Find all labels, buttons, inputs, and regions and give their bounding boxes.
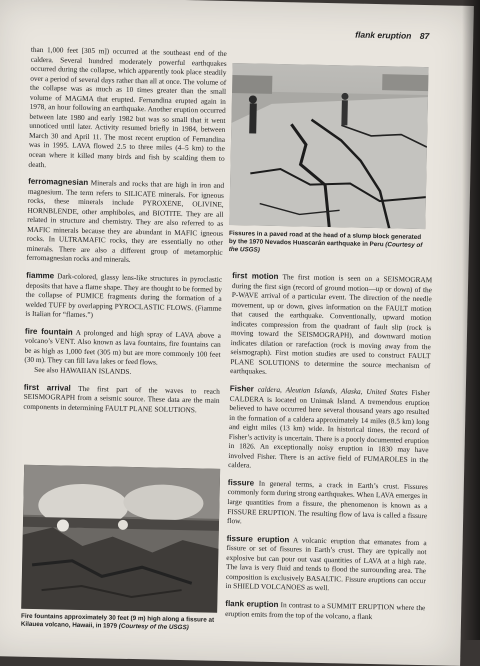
lava-photo-image <box>21 465 220 613</box>
term-first-motion: first motion <box>232 271 279 282</box>
def-fissure: In general terms, a crack in Earth’s crust. Fissures commonly form during strong earthquakes. When LAVA emerges in large quantities from a fissure, the phenomenon is known as a FISSURE ERUPTION. The resulting flow of lava is called a fissure flow. <box>226 478 428 526</box>
term-fisher: Fisher <box>229 384 254 394</box>
def-fire-fountain: A prolonged and high spray of LAVA above a volcano’s VENT. Also known as lava fountains, fire fountains can be as high as 1,000 feet (305 m) but are more commonly 100 feet (30 m). They can fill lava lakes or feed flows. <box>24 327 222 367</box>
road-photo-caption <box>229 230 429 258</box>
term-fire-fountain: fire fountain <box>24 326 73 337</box>
left-column <box>23 45 227 423</box>
term-fiamme: fiamme <box>26 270 55 281</box>
def-fissure-eruption: A volcanic eruption that emanates from a fissure or set of fissures in Earth’s crust. They are typically not explosive but can pour out vast quantities of LAVA at a high rate. The lava is very fluid and tends to flood the surrounding area. The composition is exclusively BASALTIC. Fissure eruptions can occur in SHIELD VOLCANOES as well. <box>225 535 427 593</box>
def-ferromagnesian: Minerals and rocks that are high in iron and magnesium. The term refers to SILICATE minerals. For igneous rocks, these minerals include PYROXENE, OLIVINE, HORNBLENDE, other amphiboles, and BIOTITE. They are all related in structure and chemistry. They are also referred to as MAFIC minerals because they are abundant in MAFIC igneous rocks. In ULTRAMAFIC rocks, they are essentially no other minerals. There are also a different group of metamorphic ferromagnesian rocks and minerals. <box>26 178 225 265</box>
fernandina-continuation: than 1,000 feet [305 m]) occurred at the southeast end of the caldera. Several hundred moderately powerful earthquakes occurred during the collapse, which apparently took place steadily over a period of several days rather than all at once. The volume of the collapse was as much as 10 times greater than the small volume of MAGMA that erupted. Fernandina erupted again in 1978, an hour following an earthquake. Another eruption occurred between late 1980 and early 1982 but was so small that it went unnoticed until later. Activity resumed briefly in 1984, between March 30 and April 11. The most recent eruption of Fernandina was in 1995. LAVA flowed 2.5 to three miles (4–5 km) to the ocean where it killed many birds and fish by scalding them to death. <box>28 44 227 169</box>
road-caption-text: Fissures in a paved road at the head of a slump block generated by the 1970 Nevados Huascarán earthquake in Peru <box>228 229 422 249</box>
photo-road-fissures <box>229 63 428 229</box>
road-caption-credit: (Courtesy of the USGS) <box>228 241 423 254</box>
see-also-fire-fountain: See also HAWAIIAN ISLANDS. <box>34 364 132 376</box>
photo-fire-fountains <box>21 465 220 613</box>
page-edge-shadow <box>462 0 480 640</box>
running-header <box>355 30 429 42</box>
def-fiamme: Dark-colored, glassy lens-like structures in pyroclastic deposits that have a flame shape. They are thought to be formed by the collapse of PUMICE fragments during the formation of a welded TUFF by overlapping PYROCLASTIC FLOWS. (Fiamme is Italian for “flames.”) <box>25 271 223 320</box>
fisher-location: caldera, Aleutian Islands, Alaska, United States <box>257 384 408 397</box>
term-flank-eruption: flank eruption <box>225 598 279 610</box>
lava-photo-caption <box>21 613 221 633</box>
right-column <box>225 271 432 630</box>
header-title: flank eruption <box>355 29 412 41</box>
lava-caption-credit: (Courtesy of the USGS) <box>118 622 189 632</box>
def-first-arrival: The first part of the waves to reach SEISMOGRAPH from a seismic source. These data are the main components in determining FAULT PLANE SOLUTIONS. <box>23 383 220 414</box>
road-photo-image <box>229 63 428 229</box>
def-first-motion: The first motion is seen on a SEISMOGRAM during the first sign (record of ground motion—up or down) of the P-WAVE arrival of a particular event. The direction of the needle movement, up or down, gives information on the FAULT motion that caused the earthquake. Conventionally, upward motion indicates compression from the quadrant of fault slip (rock is moving toward the SEISMOGRAPH), and downward motion indicates dilation or rarefaction (rock is moving away from the seismograph). First motion studies are used to construct FAULT PLANE SOLUTIONS to determine the source mechanism of earthquakes. <box>230 272 433 377</box>
term-first-arrival: first arrival <box>23 382 71 393</box>
term-fissure: fissure <box>227 477 255 488</box>
def-flank-eruption: In contrast to a SUMMIT ERUPTION where the eruption emits from the top of the volcano, a flank <box>225 600 426 621</box>
term-ferromagnesian: ferromagnesian <box>28 176 89 188</box>
lava-caption-text: Fire fountains approximately 30 feet (9 m) high along a fissure at Kilauea volcano, Hawaii, in 1979 <box>20 612 215 630</box>
term-fissure-eruption: fissure eruption <box>226 533 290 544</box>
page-number: 87 <box>419 30 430 42</box>
def-fisher: Fisher CALDERA is located on Unimak Island. A tremendous eruption believed to have occurred here several thousand years ago resulted in the formation of a caldera approximately 14 miles (8.5 km) long and eight miles (13 km) wide. In historical times, the record of Fisher’s activity is uncertain. There is a poorly documented eruption in 1826. An exceptionally noisy eruption in 1830 may have involved Fisher. There is an active field of FUMAROLES in the caldera. <box>228 387 430 470</box>
